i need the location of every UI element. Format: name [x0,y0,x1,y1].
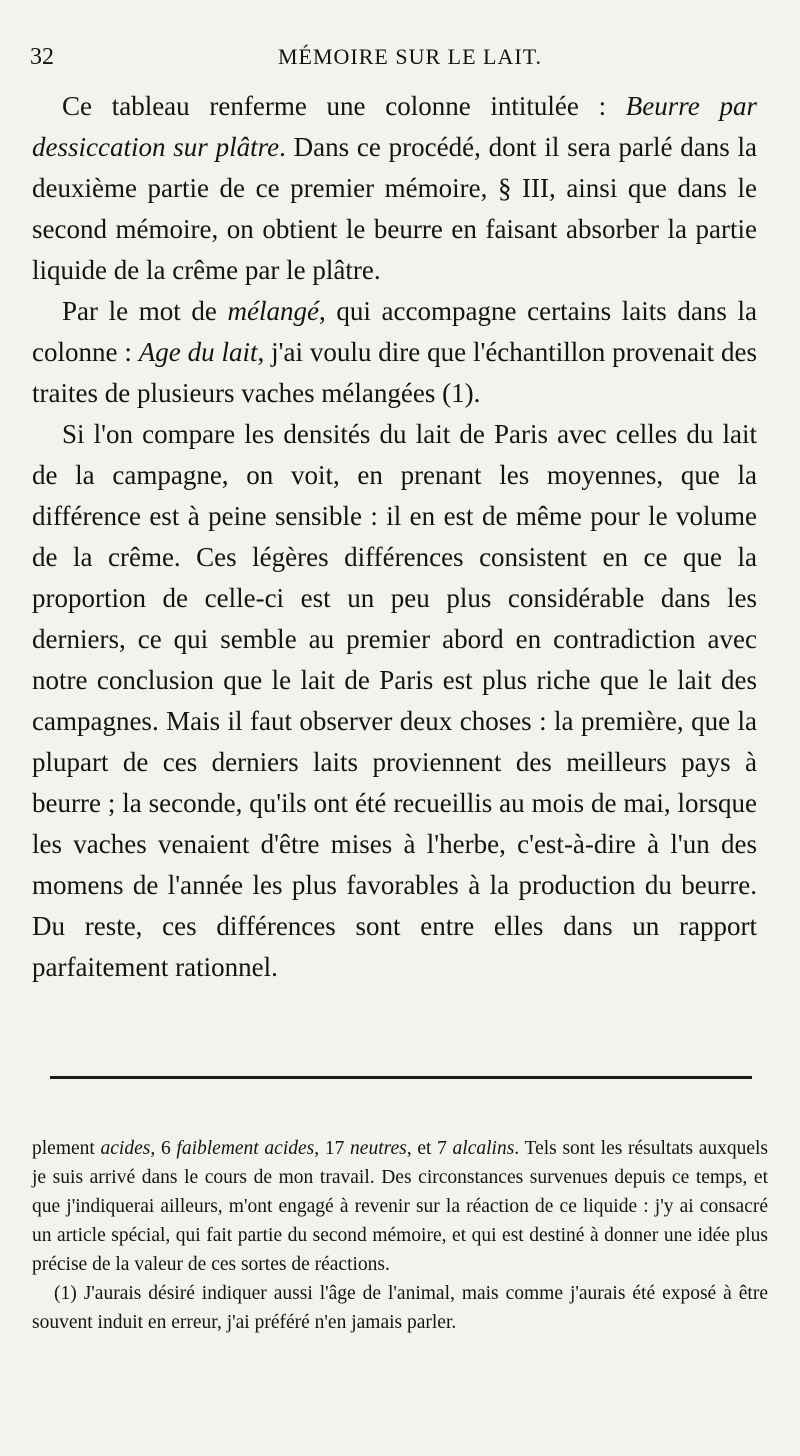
p2-text-a: Par le mot de [62,296,228,326]
fn-italic-acides: acides [100,1138,151,1159]
fn-text-i: . Tels sont les résultats auxquels je suis arrivé dans le cours de mon travail. Des circonstances survenues depuis ce temps, et que j'indiquerai ailleurs, m'ont engagé à revenir sur la réaction de ce liquide : j'y ai consacré un article spécial, qui fait partie du second mémoire, et qui est destiné à donner une idée plus précise de la valeur de ces sortes de réactions. [32,1138,769,1275]
p2-text-e: , j'ai voulu dire que l'échantillon provenait des traites de plusieurs vaches mélangées (1). [32,337,757,408]
p2-italic-column: Age du lait [138,337,258,367]
page-number: 32 [30,44,54,70]
p1-italic-term: Beurre par dessiccation sur plâtre [32,91,757,162]
paragraph-3: Si l'on compare les densités du lait de Paris avec celles du lait de la campagne, on voit, en prenant les moyennes, que la différence est à peine sensible : il en est de même pour le volume de la crême. Ces légères différences consistent en ce que la proportion de celle-ci est un peu plus considérable dans les derniers, ce qui semble au premier abord en contradiction avec notre conclusion que le lait de Paris est plus riche que le lait des campagnes. Mais il faut observer deux choses : la première, que la plupart de ces derniers laits proviennent des meilleurs pays à beurre ; la seconde, qu'ils ont été recueillis au mois de mai, lorsque les vaches venaient d'être mises à l'herbe, c'est-à-dire à l'un des momens de l'année les plus favorables à la production du beurre. Du reste, ces différences sont entre elles dans un rapport parfaitement rationnel. [32,419,757,982]
fn-text-c: , 6 [150,1138,177,1159]
running-title: MÉMOIRE SUR LE LAIT. [277,44,543,69]
fn-text-a: plement [32,1138,101,1159]
fn-italic-alcalins: alcalins [452,1138,515,1159]
footnote-rule [50,1076,752,1079]
p1-text-c: . Dans ce procédé, dont il sera parlé dans la deuxième partie de ce premier mémoire, § III, ainsi que dans le second mémoire, on obtient le beurre en faisant absorber la partie liquide de la crême par le plâtre. [32,132,757,285]
footnotes [32,1134,768,1337]
body-text [32,86,757,988]
p1-text-a: Ce tableau renferme une colonne intitulée : [62,91,626,121]
paragraph-1 [32,86,757,291]
paragraph-2 [32,291,757,414]
footnote-continuation [32,1134,768,1279]
fn-text-g: , et 7 [406,1138,453,1159]
running-head [30,44,760,74]
p2-text-c: , qui accompagne certains laits dans la colonne : [32,296,757,367]
fn-text-e: , 17 [314,1138,351,1159]
footnote-1: (1) J'aurais désiré indiquer aussi l'âge de l'animal, mais comme j'aurais été exposé à être souvent induit en erreur, j'ai préféré n'en jamais parler. [32,1283,768,1333]
p2-italic-term: mélangé [227,296,320,326]
fn-italic-faiblement: faiblement acides [176,1138,315,1159]
fn-italic-neutres: neutres [350,1138,407,1159]
